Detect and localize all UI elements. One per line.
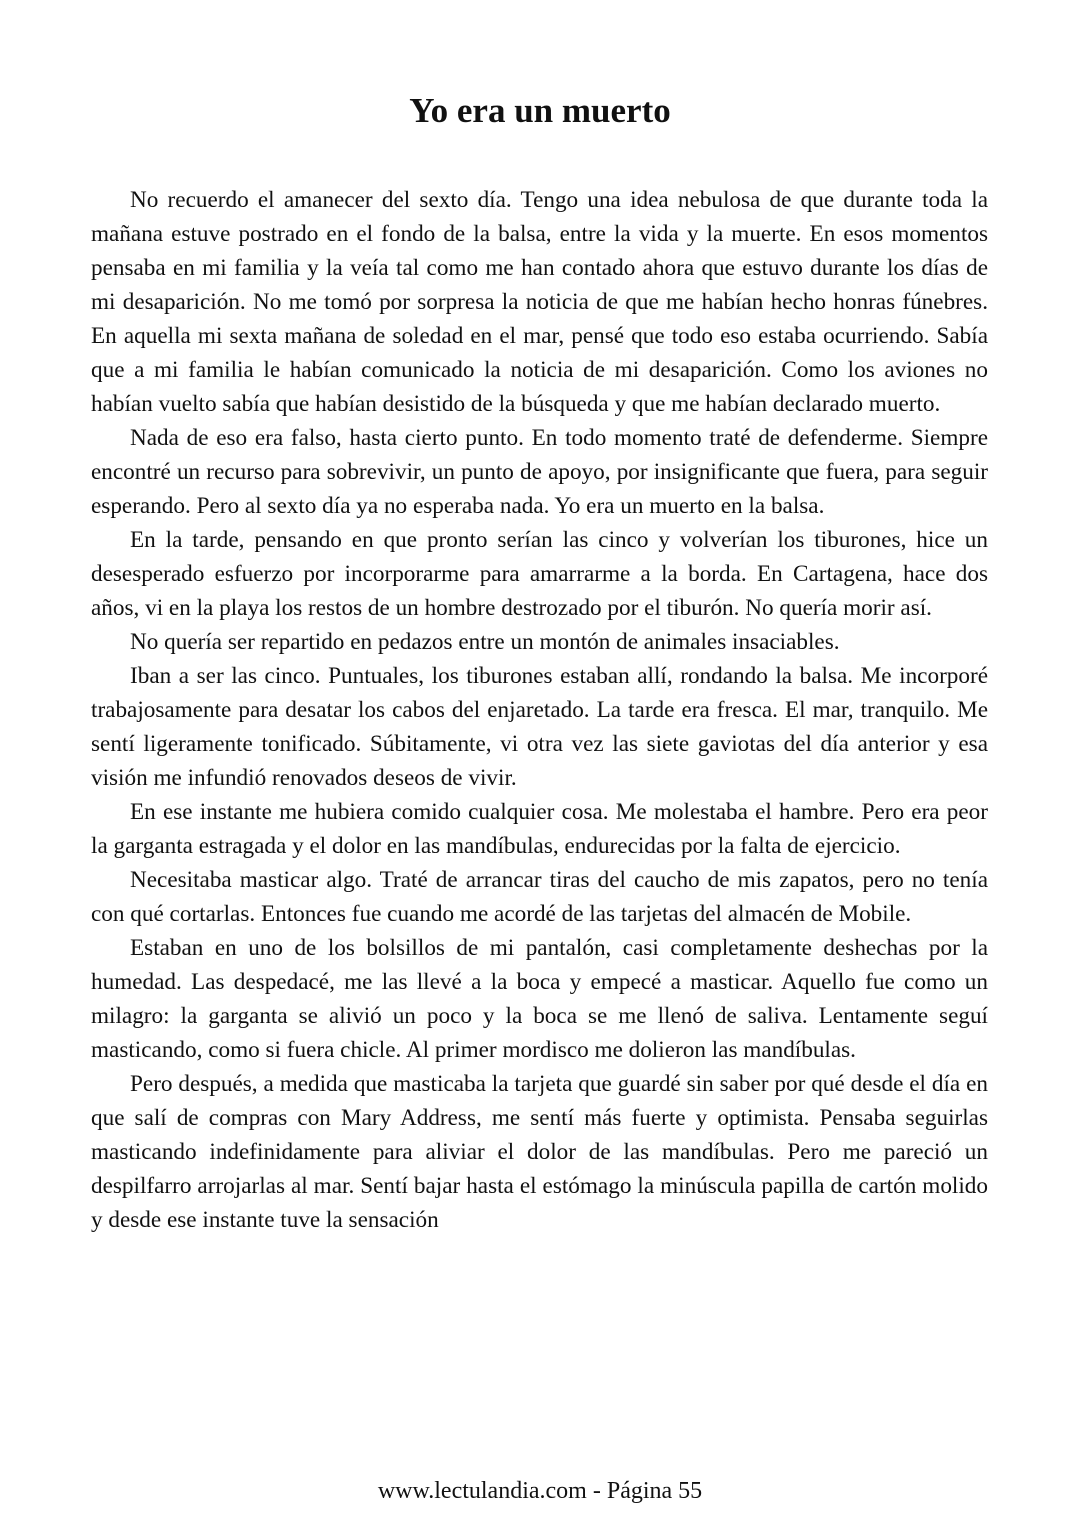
paragraph: Pero después, a medida que masticaba la tarjeta que guardé sin saber por qué desde el día en que salí de compras con Mary Address, me sentí más fuerte y optimista. Pensaba seguirlas masticando indefinidamente para aliviar el dolor de las mandíbulas. Pero me pareció un despilfarro arrojarlas al mar. Sentí bajar hasta el estómago la minúscula papilla de cartón molido y desde ese instante tuve la sensación (91, 1071, 988, 1233)
page-footer: www.lectulandia.com - Página 55 (377, 1478, 703, 1504)
paragraph: Estaban en uno de los bolsillos de mi pantalón, casi completamente deshechas por la humedad. Las despedacé, me las llevé a la boca y empecé a masticar. Aquello fue como un milagro: la garganta se alivió un poco y la boca se me llenó de saliva. Lentamente seguí masticando, como si fuera chicle. Al primer mordisco me dolieron las mandíbulas. (91, 935, 988, 1063)
body-text (91, 183, 988, 1237)
paragraph: Nada de eso era falso, hasta cierto punto. En todo momento traté de defenderme. Siempre encontré un recurso para sobrevivir, un punto de apoyo, por insignificante que fuera, para seguir esperando. Pero al sexto día ya no esperaba nada. Yo era un muerto en la balsa. (91, 425, 988, 519)
paragraph: En la tarde, pensando en que pronto serían las cinco y volverían los tiburones, hice un desesperado esfuerzo por incorporarme para amarrarme a la borda. En Cartagena, hace dos años, vi en la playa los restos de un hombre destrozado por el tiburón. No quería morir así. (91, 527, 988, 621)
paragraph: Necesitaba masticar algo. Traté de arrancar tiras del caucho de mis zapatos, pero no tenía con qué cortarlas. Entonces fue cuando me acordé de las tarjetas del almacén de Mobile. (91, 867, 988, 927)
page-title: Yo era un muerto (409, 91, 671, 130)
paragraph: En ese instante me hubiera comido cualquier cosa. Me molestaba el hambre. Pero era peor la garganta estragada y el dolor en las mandíbulas, endurecidas por la falta de ejercicio. (91, 799, 988, 859)
paragraph: No quería ser repartido en pedazos entre un montón de animales insaciables. (130, 629, 840, 655)
paragraph: No recuerdo el amanecer del sexto día. Tengo una idea nebulosa de que durante toda la mañana estuve postrado en el fondo de la balsa, entre la vida y la muerte. En esos momentos pensaba en mi familia y la veía tal como me han contado ahora que estuvo durante los días de mi desaparición. No me tomó por sorpresa la noticia de que me habían hecho honras fúnebres. En aquella mi sexta mañana de soledad en el mar, pensé que todo eso estaba ocurriendo. Sabía que a mi familia le habían comunicado la noticia de mi desaparición. Como los aviones no habían vuelto sabía que habían desistido de la búsqueda y que me habían declarado muerto. (91, 187, 988, 417)
paragraph: Iban a ser las cinco. Puntuales, los tiburones estaban allí, rondando la balsa. Me incorporé trabajosamente para desatar los cabos del enjaretado. La tarde era fresca. El mar, tranquilo. Me sentí ligeramente tonificado. Súbitamente, vi otra vez las siete gaviotas del día anterior y esa visión me infundió renovados deseos de vivir. (91, 663, 988, 791)
